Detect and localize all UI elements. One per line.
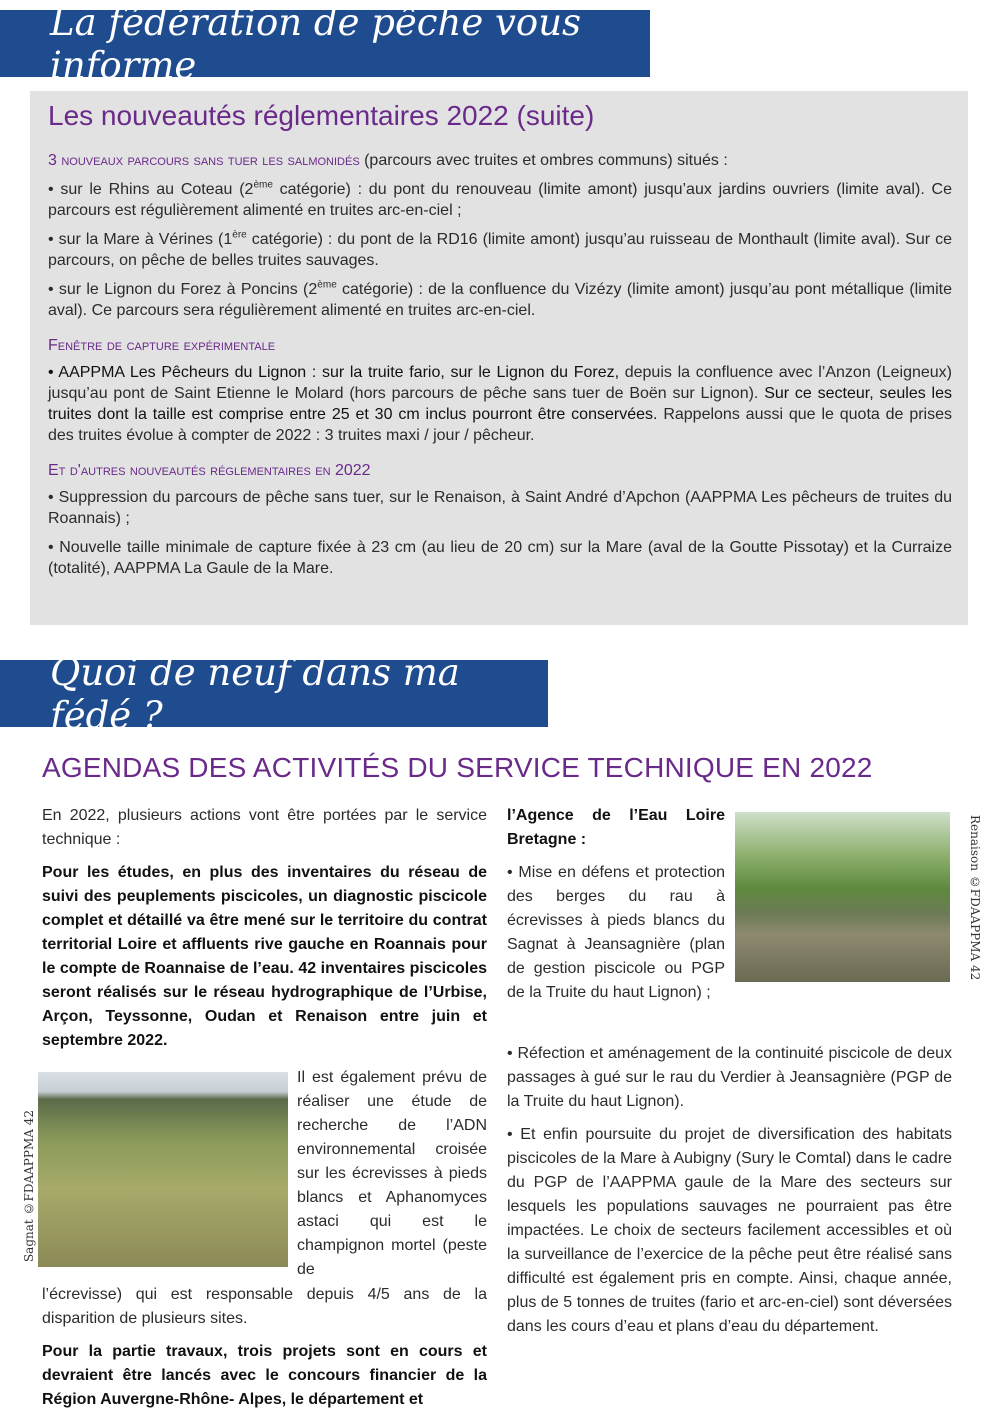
- autres-item-renaison: • Suppression du parcours de pêche sans tuer, sur le Renaison, à Saint André d’Apchon (AAPPMA Les pêcheurs de truites du Roannais) ;: [48, 489, 952, 527]
- agenda-left-bottom: [42, 1283, 487, 1421]
- agenda-adn-end: l’écrevisse) qui est responsable depuis 4/5 ans de la disparition de plusieurs sites.: [42, 1286, 487, 1327]
- quoi-de-neuf-title: Quoi de neuf dans ma fédé ?: [50, 650, 460, 737]
- autres-item-taille: • Nouvelle taille minimale de capture fixée à 23 cm (au lieu de 20 cm) sur la Mare (aval de la Goutte Pissotay) et la Curraize (totalité), AAPPMA La Gaule de la Mare.: [48, 539, 952, 577]
- reglementation-content: [48, 150, 952, 587]
- quoi-de-neuf-banner: [0, 650, 548, 737]
- federation-banner: [0, 0, 650, 87]
- agenda-enfin: • Et enfin poursuite du projet de diversification des habitats piscicoles de la Mare à Aubigny (Sury le Comtal) dans le cadre du PGP de l’AAPPMA gaule de la Mare des secteurs sur lesquels les populations sauvages ne pourraient pas être impactées. Le choix de secteurs facilement accessibles et où la surveillance de l’exercice de la pêche peut être réalisé sans difficulté est également pris en compte. Ainsi, chaque année, plus de 5 tonnes de truites (fario et arc-en-ciel) sont déversées dans les cours d’eau et plans d’eau du département.: [507, 1126, 952, 1335]
- agenda-intro: En 2022, plusieurs actions vont être portées par le service technique :: [42, 807, 487, 848]
- parcours-intro-head: 3 nouveaux parcours sans tuer les salmonidés: [48, 152, 360, 169]
- reglementation-title: Les nouveautés réglementaires 2022 (suite): [48, 100, 595, 131]
- parcours-item-rhins: • sur le Rhins au Coteau (2ème catégorie) : du pont du renouveau (limite amont) jusqu’aux jardins ouvriers (limite aval). Ce parcours est régulièrement alimenté en truites arc-en-ciel ;: [48, 179, 952, 219]
- fenetre-text: • AAPPMA Les Pêcheurs du Lignon : sur la truite fario, sur le Lignon du Forez, depuis la confluence avec l’Anzon (Leigneux) jusqu’au pont de Saint Etienne le Molard (hors parcours de pêche sans tuer de Boën sur Lignon). Sur ce secteur, seules les truites dont la taille est comprise entre 25 et 30 cm inclus pourront être conservées. Rappelons aussi que le quota de prises des truites évolue à compter de 2022 : 3 truites maxi / jour / pêcheur.: [48, 364, 953, 444]
- renaison-credit: Renaison ©FDAAPPMA 42: [968, 815, 982, 981]
- agenda-title: AGENDAS DES ACTIVITÉS DU SERVICE TECHNIQUE EN 2022: [42, 752, 873, 783]
- agenda-refection: • Réfection et aménagement de la continuité piscicole de deux passages à gué sur le rau du Verdier à Jeansagnière (PGP de la Truite du haut Lignon).: [507, 1045, 952, 1110]
- renaison-photo: [735, 812, 950, 982]
- agenda-mise-en-defens: • Mise en défens et protection des berges du rau à écrevisses à pieds blancs du Sagnat à Jeansagnière (plan de gestion piscicole ou PGP de la Truite du haut Lignon) ;: [507, 864, 725, 1001]
- sagnat-photo: [38, 1072, 288, 1267]
- agenda-left-column: [42, 804, 487, 1062]
- federation-banner-title: La fédération de pêche vous informe: [50, 0, 582, 87]
- parcours-intro: 3 nouveaux parcours sans tuer les salmonidés (parcours avec truites et ombres communs) situés :: [48, 152, 728, 169]
- agenda-adn-text: Il est également prévu de réaliser une étude de recherche de l’ADN environnemental croisée sur les écrevisses à pieds blancs et Aphanomyces astaci qui est le champignon mortel (peste de: [297, 1069, 487, 1278]
- autres-heading: Et d'autres nouveautés réglementaires en 2022: [48, 462, 371, 479]
- agenda-right-top: [507, 804, 725, 1014]
- parcours-item-mare: • sur la Mare à Vérines (1ère catégorie) : du pont de la RD16 (limite amont) jusqu’au ruisseau de Monthault (limite aval). Sur ce parcours, on pêche de belles truites sauvages.: [48, 229, 953, 269]
- agenda-travaux: Pour la partie travaux, trois projets sont en cours et devraient être lancés avec le concours financier de la Région Auvergne-Rhône- Alpes, le département et: [42, 1343, 487, 1408]
- parcours-item-lignon: • sur le Lignon du Forez à Poncins (2ème catégorie) : de la confluence du Vizézy (limite amont) jusqu’au pont métallique (limite aval). Ce parcours sera régulièrement alimenté en truites arc-en-ciel.: [48, 279, 953, 319]
- agenda-right-bottom: [507, 1042, 952, 1348]
- agenda-agence: l’Agence de l’Eau Loire Bretagne :: [507, 807, 725, 848]
- agenda-etudes: Pour les études, en plus des inventaires du réseau de suivi des peuplements piscicoles, un diagnostic piscicole complet et détaillé va être mené sur le territoire du contrat territorial Loire et affluents rive gauche en Roannais pour le compte de Roannaise de l’eau. 42 inventaires piscicoles seront réalisés sur le réseau hydrographique de l’Urbise, Arçon, Teyssonne, Oudan et Renaison entre juin et septembre 2022.: [42, 864, 487, 1049]
- fenetre-heading: Fenêtre de capture expérimentale: [48, 337, 276, 354]
- sagnat-credit: Sagnat ©FDAAPPMA 42: [22, 1110, 36, 1263]
